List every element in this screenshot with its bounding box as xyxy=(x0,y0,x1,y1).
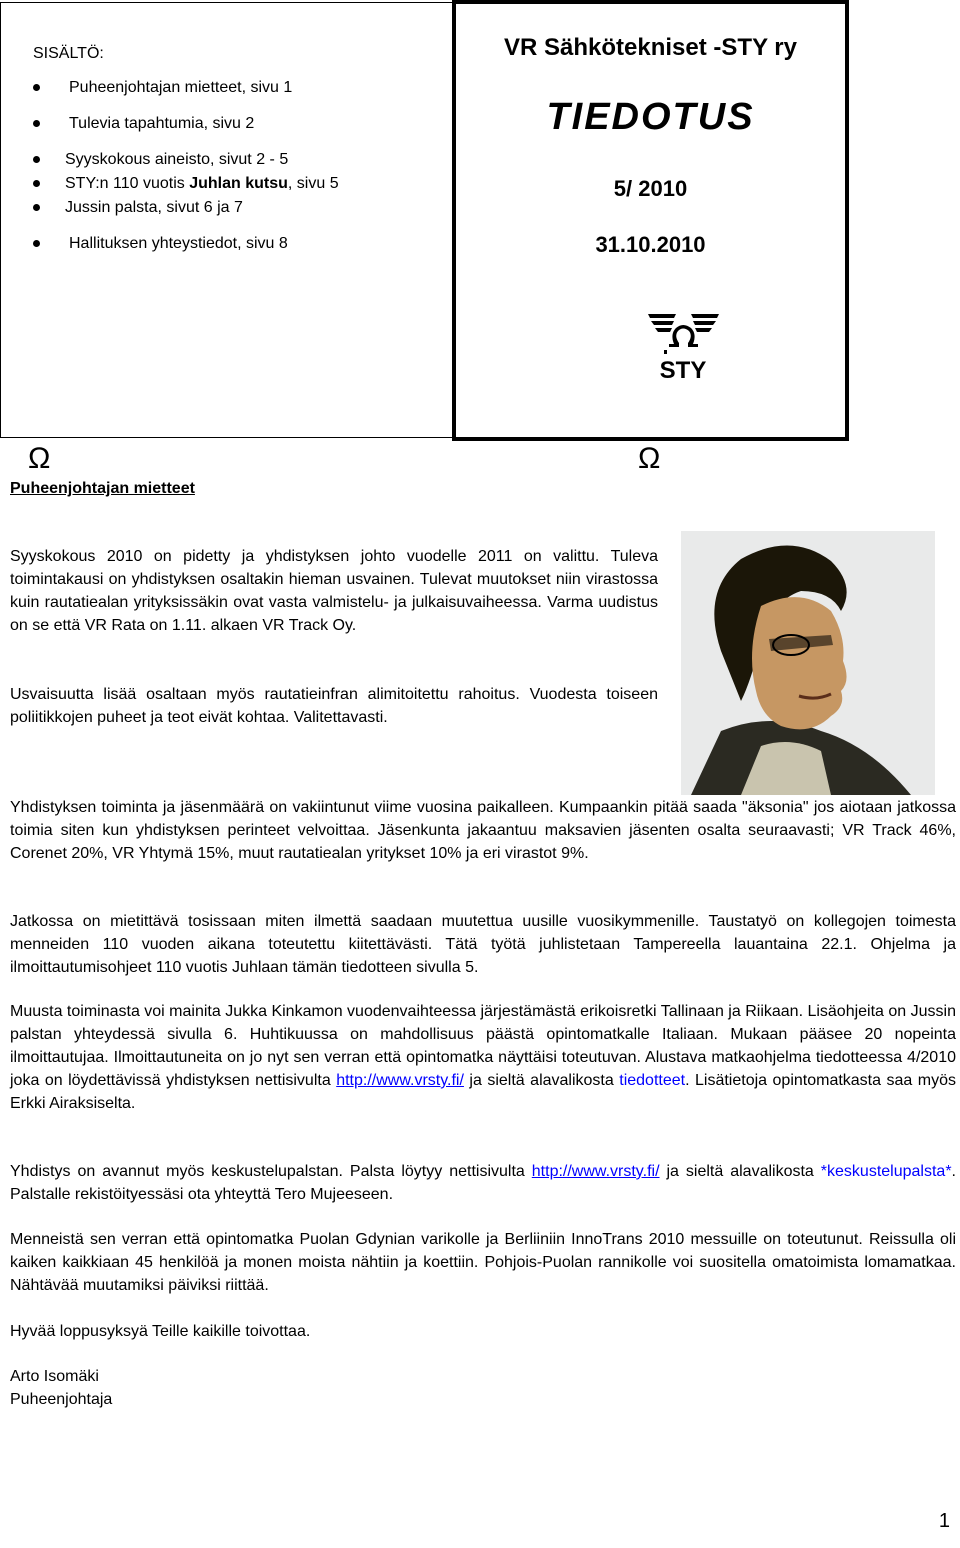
website-link[interactable]: http://www.vrsty.fi/ xyxy=(531,1163,660,1180)
paragraph-text: . Palstalle rekistöityessäsi ota yhteyttä Tero Mujeeseen. xyxy=(10,1163,956,1203)
forum-link[interactable]: *keskustelupalsta* xyxy=(820,1163,952,1180)
toc-item-emphasis: Juhlan kutsu xyxy=(189,175,288,192)
sty-logo-icon xyxy=(646,304,721,384)
org-name: VR Sähkötekniset -STY ry xyxy=(504,34,797,61)
section-title: Puheenjohtajan mietteet xyxy=(10,480,195,497)
masthead xyxy=(452,0,849,441)
omega-right-icon: Ω xyxy=(638,442,661,475)
publication-title: TIEDOTUS xyxy=(546,96,755,138)
paragraph: Syyskokous 2010 on pidetty ja yhdistyksen johto vuodelle 2011 on valittu. Tuleva toimintakausi on yhdistyksen osaltakin hieman usvainen. Tulevat muutokset niin virastossa kuin rautatiealan yrityksissäkin ovat vasta valmistelu- ja julkaisuvaiheessa. Varma uudistus on se että VR Rata on 1.11. alkaen VR Track Oy. xyxy=(10,548,658,634)
paragraph: Yhdistyksen toiminta ja jäsenmäärä on vakiintunut viime vuosina paikalleen. Kumpaankin pitää saada "äksonia" jos aiotaan jatkossa toimia siten kun yhdistyksen perinteet velvoittaa. Jäsenkunta jakaantuu maksavien jäsenten osalta seuraavasti; VR Track 46%, Corenet 20%, VR Yhtymä 15%, muut rautatiealan yritykset 10% ja eri virastot 9%. xyxy=(10,799,956,862)
paragraph-text: ja sieltä alavalikosta xyxy=(463,1072,620,1089)
issue-date: 31.10.2010 xyxy=(595,232,706,257)
bullet-icon xyxy=(33,84,40,91)
issue-number: 5/ 2010 xyxy=(613,176,688,201)
bullet-icon xyxy=(33,240,40,247)
paragraph: Jatkossa on mietittävä tosissaan miten ilmettä saadaan muutettua uusille vuosikymmenille. Taustatyö on kollegojen toimesta menneiden 110 vuoden aikana toteutettu kiitettävästi. Tätä työtä juhlistetaan Tampereella lauantaina 22.1. Ohjelma ja ilmoittautumisohjeet 110 vuotis Juhlaan tämän tiedotteen sivulla 5. xyxy=(10,913,956,976)
omega-left-icon: Ω xyxy=(28,442,51,475)
bullet-icon xyxy=(33,204,40,211)
page-number: 1 xyxy=(938,1510,950,1532)
paragraph-text: Muusta toiminasta voi mainita Jukka Kinkamon vuodenvaihteessa järjestämästä erikoisretki Tallinaan ja Riikaan. Lisäohjeita on Jussin palstan yhteydessä sivulla 6. Huhtikuussa on mahdollisuus päästä opintomatkalle Italiaan. Mukaan pääsee 20 nopeinta ilmoittautujaa. Ilmoittautuneita on jo nyt sen verran että opintomatka näyttäisi toteutuvan. Alustava matkaohjelma tiedotteessa 4/2010 joka on löydettävissä yhdistyksen nettisivulta xyxy=(10,1003,956,1089)
closing-greeting: Hyvää loppusyksyä Teille kaikille toivottaa. xyxy=(10,1323,311,1340)
signature-name: Arto Isomäki xyxy=(10,1368,99,1385)
svg-text:STY: STY xyxy=(659,357,707,384)
toc-box: SISÄLTÖ: Puheenjohtajan mietteet, sivu 1 Tulevia tapahtumia, sivu 2 Syyskokous aineisto, sivut 2 - 5 STY:n 110 vuotis Juhlan kutsu, sivu 5 Jussin palsta, sivut 6 ja 7 Hallituksen yhteystiedot, sivu 8 xyxy=(0,2,452,438)
paragraph xyxy=(10,1000,956,1115)
bullet-icon xyxy=(33,180,40,187)
bullet-icon xyxy=(33,120,40,127)
website-link[interactable]: http://www.vrsty.fi/ xyxy=(336,1072,464,1089)
paragraph: Menneistä sen verran että opintomatka Puolan Gdynian varikolle ja Berliiniin InnoTrans 2010 messuille on toteutunut. Reissulla oli kaiken kaikkiaan 45 henkilöä ja monen moista nähtiin ja koettiin. Pohjois-Puolan rannikolle voi suositella omatoimista lomamatkaa. Nähtävää muutamiksi päiviksi riittää. xyxy=(10,1231,956,1294)
paragraph-text: ja sieltä alavalikosta xyxy=(659,1163,821,1180)
bullet-icon xyxy=(33,156,40,163)
author-portrait xyxy=(681,531,935,795)
tiedotteet-link[interactable]: tiedotteet xyxy=(619,1072,686,1089)
paragraph xyxy=(10,1160,956,1206)
paragraph: Usvaisuutta lisää osaltaan myös rautatieinfran alimitoitettu rahoitus. Vuodesta toiseen poliitikkojen puheet ja teot eivät kohtaa. Valitettavasti. xyxy=(10,686,658,726)
toc-title: SISÄLTÖ: xyxy=(33,45,104,62)
paragraph-text: Yhdistys on avannut myös keskustelupalstan. Palsta löytyy nettisivulta xyxy=(10,1163,532,1180)
paragraph-text: . Lisätietoja opintomatkasta saa myös Erkki Airaksiselta. xyxy=(10,1072,956,1112)
signature-title: Puheenjohtaja xyxy=(10,1391,113,1408)
portrait-photo xyxy=(681,531,935,795)
